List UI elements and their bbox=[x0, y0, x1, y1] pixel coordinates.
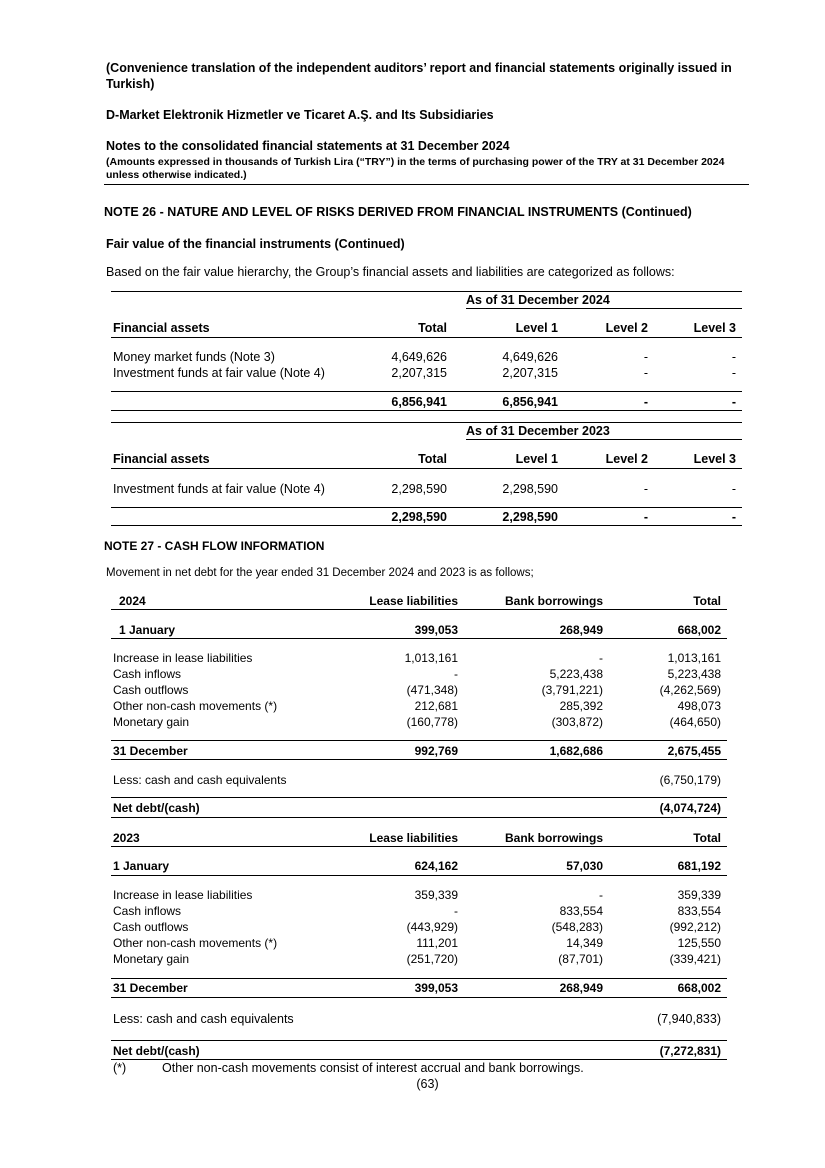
row-value: (87,701) bbox=[558, 952, 603, 966]
convenience-translation-note: (Convenience translation of the independent auditors’ report and financial statements originally issued in Turkish) bbox=[106, 61, 732, 91]
col-header: Bank borrowings bbox=[504, 594, 603, 608]
period-header: As of 31 December 2023 bbox=[466, 424, 610, 438]
less-cash-value: (6,750,179) bbox=[659, 773, 721, 787]
table-cell: 4,649,626 bbox=[391, 350, 447, 364]
table-cell: 2,298,590 bbox=[502, 482, 558, 496]
net-debt-label: Net debt/(cash) bbox=[113, 1044, 200, 1058]
table-rule bbox=[111, 978, 727, 979]
table-cell: - bbox=[731, 482, 736, 496]
page-number: (63) bbox=[416, 1077, 439, 1091]
total-cell: 6,856,941 bbox=[391, 395, 447, 409]
closing-label: 31 December bbox=[113, 981, 188, 995]
row-value: (160,778) bbox=[406, 715, 458, 729]
row-label: Other non-cash movements (*) bbox=[113, 936, 278, 950]
closing-label: 31 December bbox=[113, 744, 188, 758]
table-cell: - bbox=[643, 366, 648, 380]
closing-value: 668,002 bbox=[677, 981, 721, 995]
note26-intro: Based on the fair value hierarchy, the Group’s financial assets and liabilities are categorized as follows: bbox=[106, 265, 675, 279]
table-rule bbox=[111, 525, 742, 526]
total-cell: 6,856,941 bbox=[502, 395, 558, 409]
company-name: D-Market Elektronik Hizmetler ve Ticaret A.Ş. and Its Subsidiaries bbox=[106, 108, 494, 122]
row-value: 1,013,161 bbox=[404, 651, 458, 665]
row-value: - bbox=[454, 904, 458, 918]
table-cell: Investment funds at fair value (Note 4) bbox=[113, 366, 325, 380]
col-header: Total bbox=[693, 594, 721, 608]
table-rule bbox=[111, 997, 727, 998]
table-rule bbox=[111, 797, 727, 798]
table-rule bbox=[466, 439, 742, 440]
col-header: Level 1 bbox=[515, 452, 558, 466]
opening-value: 624,162 bbox=[414, 859, 458, 873]
row-value: (992,212) bbox=[669, 920, 721, 934]
less-cash-label: Less: cash and cash equivalents bbox=[113, 1012, 294, 1026]
table-cell: 2,298,590 bbox=[391, 482, 447, 496]
row-value: - bbox=[599, 651, 603, 665]
row-value: 5,223,438 bbox=[667, 667, 721, 681]
table-cell: - bbox=[643, 482, 648, 496]
row-label: Monetary gain bbox=[113, 952, 190, 966]
table-rule bbox=[111, 638, 727, 639]
row-label: Cash inflows bbox=[113, 667, 182, 681]
period-header: As of 31 December 2024 bbox=[466, 293, 610, 307]
total-cell: - bbox=[643, 510, 648, 524]
total-cell: - bbox=[643, 395, 648, 409]
col-header: Bank borrowings bbox=[504, 831, 603, 845]
col-header: Lease liabilities bbox=[369, 594, 458, 608]
opening-value: 681,192 bbox=[677, 859, 721, 873]
net-debt-label: Net debt/(cash) bbox=[113, 801, 200, 815]
opening-value: 399,053 bbox=[414, 623, 458, 637]
table-cell: Investment funds at fair value (Note 4) bbox=[113, 482, 325, 496]
footnote-text: Other non-cash movements consist of interest accrual and bank borrowings. bbox=[162, 1061, 584, 1075]
opening-label: 1 January bbox=[113, 859, 170, 873]
year-header: 2024 bbox=[119, 594, 146, 608]
amounts-note: (Amounts expressed in thousands of Turkish Lira (“TRY”) in the terms of purchasing power of the TRY at 31 December 2024 unless otherwise indicated.) bbox=[106, 156, 725, 181]
row-value: (464,650) bbox=[669, 715, 721, 729]
less-cash-value: (7,940,833) bbox=[657, 1012, 721, 1026]
opening-value: 57,030 bbox=[566, 859, 603, 873]
row-value: 14,349 bbox=[566, 936, 603, 950]
row-label: Increase in lease liabilities bbox=[113, 651, 253, 665]
table-cell: 4,649,626 bbox=[502, 350, 558, 364]
table-cell: 2,207,315 bbox=[391, 366, 447, 380]
table-cell: - bbox=[731, 366, 736, 380]
row-value: - bbox=[454, 667, 458, 681]
table-rule bbox=[111, 609, 727, 610]
closing-value: 1,682,686 bbox=[549, 744, 603, 758]
closing-value: 2,675,455 bbox=[667, 744, 721, 758]
col-header: Total bbox=[418, 321, 447, 335]
table-rule bbox=[111, 410, 742, 411]
row-value: (4,262,569) bbox=[659, 683, 721, 697]
row-value: (443,929) bbox=[406, 920, 458, 934]
closing-value: 992,769 bbox=[414, 744, 458, 758]
row-value: 498,073 bbox=[677, 699, 721, 713]
note26-subtitle: Fair value of the financial instruments (Continued) bbox=[106, 237, 405, 251]
col-header: Level 3 bbox=[693, 452, 736, 466]
total-cell: 2,298,590 bbox=[391, 510, 447, 524]
table-rule bbox=[111, 759, 727, 760]
note27-title: NOTE 27 - CASH FLOW INFORMATION bbox=[104, 539, 325, 553]
total-cell: - bbox=[731, 510, 736, 524]
table-cell: Money market funds (Note 3) bbox=[113, 350, 275, 364]
net-debt-value: (7,272,831) bbox=[659, 1044, 721, 1058]
row-value: 359,339 bbox=[414, 888, 458, 902]
opening-value: 668,002 bbox=[677, 623, 721, 637]
col-header: Level 1 bbox=[515, 321, 558, 335]
row-label: Increase in lease liabilities bbox=[113, 888, 253, 902]
table-rule bbox=[111, 817, 727, 818]
opening-value: 268,949 bbox=[559, 623, 603, 637]
row-label: Cash outflows bbox=[113, 683, 189, 697]
table-rule bbox=[111, 1040, 727, 1041]
table-rule bbox=[466, 308, 742, 309]
col-header: Total bbox=[418, 452, 447, 466]
footnote-mark: (*) bbox=[113, 1061, 127, 1075]
row-value: 111,201 bbox=[416, 936, 458, 950]
row-value: (339,421) bbox=[669, 952, 721, 966]
less-cash-label: Less: cash and cash equivalents bbox=[113, 773, 287, 787]
net-debt-value: (4,074,724) bbox=[659, 801, 721, 815]
table-rule bbox=[111, 291, 742, 292]
table-rule bbox=[111, 1059, 727, 1060]
row-value: (3,791,221) bbox=[541, 683, 603, 697]
table-rule bbox=[111, 337, 742, 338]
row-value: 359,339 bbox=[677, 888, 721, 902]
row-value: 1,013,161 bbox=[667, 651, 721, 665]
table-rule bbox=[111, 391, 742, 392]
year-header: 2023 bbox=[113, 831, 140, 845]
table-cell: - bbox=[643, 350, 648, 364]
note26-title: NOTE 26 - NATURE AND LEVEL OF RISKS DERIVED FROM FINANCIAL INSTRUMENTS (Continued) bbox=[104, 205, 692, 219]
row-label: Monetary gain bbox=[113, 715, 190, 729]
row-label: Other non-cash movements (*) bbox=[113, 699, 278, 713]
closing-value: 268,949 bbox=[559, 981, 603, 995]
row-value: 125,550 bbox=[677, 936, 721, 950]
col-header: Total bbox=[693, 831, 721, 845]
col-header: Lease liabilities bbox=[369, 831, 458, 845]
closing-value: 399,053 bbox=[414, 981, 458, 995]
col-header: Financial assets bbox=[113, 321, 210, 335]
row-value: 5,223,438 bbox=[549, 667, 603, 681]
notes-title: Notes to the consolidated financial statements at 31 December 2024 bbox=[106, 139, 510, 153]
row-label: Cash outflows bbox=[113, 920, 189, 934]
col-header: Level 2 bbox=[605, 321, 648, 335]
row-value: 212,681 bbox=[414, 699, 458, 713]
row-value: (303,872) bbox=[551, 715, 603, 729]
row-value: 833,554 bbox=[677, 904, 721, 918]
table-rule bbox=[111, 422, 742, 423]
table-rule bbox=[111, 740, 727, 741]
table-rule bbox=[111, 846, 727, 847]
row-value: - bbox=[599, 888, 603, 902]
col-header: Financial assets bbox=[113, 452, 210, 466]
table-cell: - bbox=[731, 350, 736, 364]
row-value: (471,348) bbox=[406, 683, 458, 697]
opening-label: 1 January bbox=[119, 623, 176, 637]
note27-intro: Movement in net debt for the year ended 31 December 2024 and 2023 is as follows; bbox=[106, 567, 534, 579]
table-rule bbox=[111, 468, 742, 469]
col-header: Level 2 bbox=[605, 452, 648, 466]
header-divider bbox=[104, 184, 749, 185]
total-cell: - bbox=[731, 395, 736, 409]
row-value: 833,554 bbox=[559, 904, 603, 918]
total-cell: 2,298,590 bbox=[502, 510, 558, 524]
row-value: (548,283) bbox=[551, 920, 603, 934]
table-cell: 2,207,315 bbox=[502, 366, 558, 380]
row-value: (251,720) bbox=[406, 952, 458, 966]
table-rule bbox=[111, 875, 727, 876]
row-value: 285,392 bbox=[559, 699, 603, 713]
row-label: Cash inflows bbox=[113, 904, 182, 918]
table-rule bbox=[111, 507, 742, 508]
col-header: Level 3 bbox=[693, 321, 736, 335]
